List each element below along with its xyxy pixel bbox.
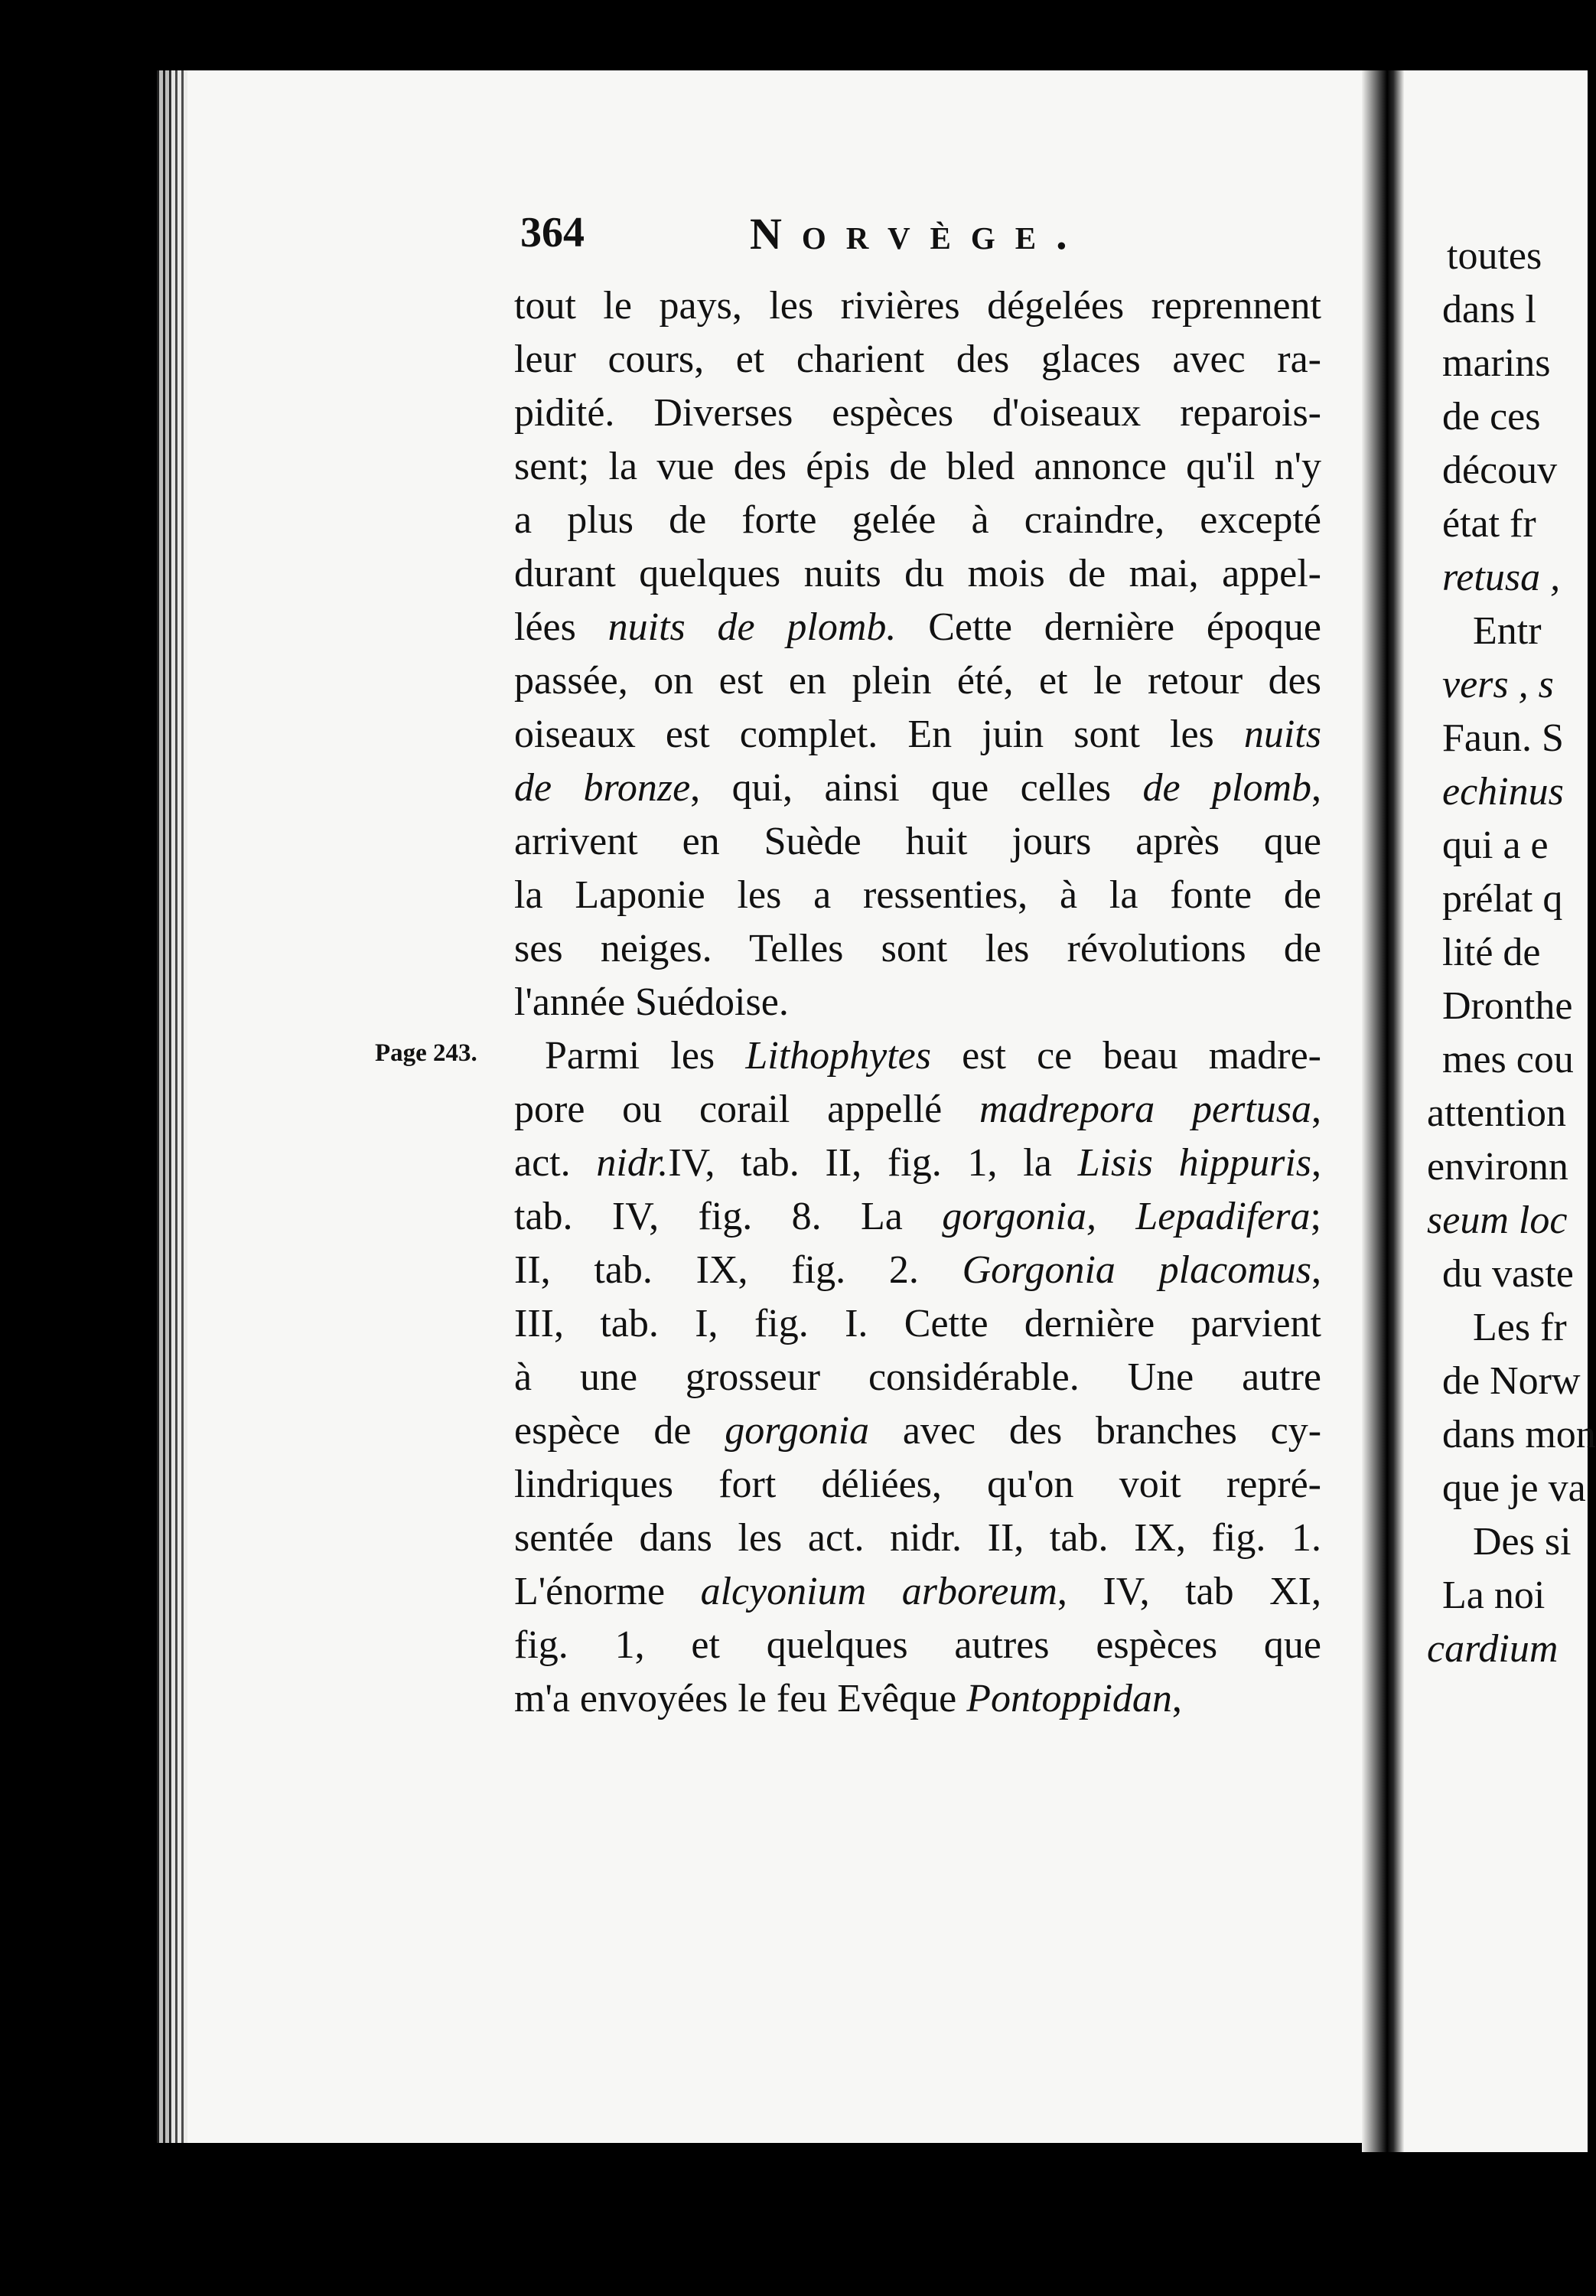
text-segment: sent; la vue des épis de bled annonce qu'il n'y xyxy=(514,445,1321,488)
text-segment: oiseaux est complet. En juin sont les xyxy=(514,713,1244,756)
text-segment: lées xyxy=(514,605,608,649)
text-segment: tab. IV, fig. 8. La xyxy=(514,1195,943,1238)
text-line xyxy=(514,333,1321,386)
right-text-line: toutes xyxy=(1447,234,1542,278)
text-segment: , qui, ainsi que celles xyxy=(690,766,1143,810)
italic-text: de plomb xyxy=(1142,766,1312,810)
text-line xyxy=(514,1137,1321,1190)
right-text-line: La noi xyxy=(1442,1574,1546,1617)
text-segment: IV, tab. II, fig. 1, la xyxy=(668,1141,1078,1185)
text-segment: pidité. Diverses espèces d'oiseaux reparois- xyxy=(514,391,1321,435)
right-page-text xyxy=(1404,230,1596,1676)
text-line xyxy=(514,440,1321,494)
text-segment: , IV, tab XI, xyxy=(1057,1570,1321,1613)
text-segment: la Laponie les a ressenties, à la fonte de xyxy=(514,873,1321,917)
right-text-line: découv xyxy=(1442,448,1558,492)
right-text-line: prélat q xyxy=(1442,877,1563,921)
italic-text: nuits de plomb. xyxy=(607,605,897,649)
text-line xyxy=(514,1297,1321,1351)
italic-text: Pontoppidan xyxy=(966,1677,1172,1720)
right-text-line: Faun. S xyxy=(1442,716,1564,760)
text-segment: III, tab. I, fig. I. Cette dernière parvient xyxy=(514,1302,1321,1345)
running-title: Norvège. xyxy=(750,209,1087,259)
text-segment: L'énorme xyxy=(514,1570,701,1613)
text-segment: espèce de xyxy=(514,1409,725,1453)
right-text-line: du vaste xyxy=(1442,1252,1574,1296)
text-segment: Cette dernière époque xyxy=(896,605,1322,649)
text-segment: est ce beau madre- xyxy=(931,1034,1322,1078)
italic-text: nuits xyxy=(1243,713,1321,756)
text-segment: , xyxy=(1171,1677,1182,1720)
text-line xyxy=(514,1029,1321,1083)
text-line xyxy=(514,547,1321,601)
text-line xyxy=(514,976,1321,1029)
right-text-line: qui a e xyxy=(1442,823,1549,867)
right-text-line: dans l xyxy=(1442,288,1536,331)
right-text-line: état fr xyxy=(1442,502,1536,546)
right-text-line: marins xyxy=(1442,341,1551,385)
text-line xyxy=(514,869,1321,922)
text-segment: , xyxy=(1311,1248,1321,1292)
italic-text: Gorgonia placomus xyxy=(962,1248,1311,1292)
text-line xyxy=(514,1619,1321,1672)
right-text-line: de ces xyxy=(1442,395,1541,439)
text-segment: lindriques fort déliées, qu'on voit repré- xyxy=(514,1463,1321,1506)
text-segment: à une grosseur considérable. Une autre xyxy=(514,1355,1321,1399)
text-line xyxy=(514,1083,1321,1137)
text-line xyxy=(514,1404,1321,1458)
text-line xyxy=(514,762,1321,815)
text-segment: , xyxy=(1311,1088,1321,1131)
text-segment: m'a envoyées le feu Evêque xyxy=(514,1677,967,1720)
text-segment: Parmi les xyxy=(545,1034,746,1078)
book-gutter xyxy=(1362,70,1404,2152)
text-line xyxy=(514,1190,1321,1244)
text-segment: ; xyxy=(1310,1195,1321,1238)
italic-text: de bronze xyxy=(514,766,691,810)
right-text-line: Entr xyxy=(1473,609,1542,653)
right-text-line: dans mon xyxy=(1442,1413,1596,1456)
text-segment: fig. 1, et quelques autres espèces que xyxy=(514,1623,1321,1667)
italic-text: gorgonia, Lepadifera xyxy=(942,1195,1311,1238)
text-segment: ses neiges. Telles sont les révolutions de xyxy=(514,927,1321,970)
text-segment: tout le pays, les rivières dégelées reprennent xyxy=(514,284,1321,328)
right-text-line: cardium xyxy=(1427,1627,1559,1671)
italic-text: madrepora pertusa xyxy=(979,1088,1311,1131)
text-segment: passée, on est en plein été, et le retour des xyxy=(514,659,1321,703)
right-text-line: seum loc xyxy=(1427,1199,1568,1242)
italic-text: nidr. xyxy=(596,1141,669,1185)
page-number: 364 xyxy=(520,209,585,256)
right-text-line: attention xyxy=(1427,1091,1566,1135)
right-text-line: retusa , xyxy=(1442,556,1561,599)
text-segment: act. xyxy=(514,1141,597,1185)
text-line xyxy=(514,1512,1321,1565)
left-page-text xyxy=(514,279,1321,1726)
right-text-line: Les fr xyxy=(1473,1306,1567,1349)
page-header xyxy=(520,208,1324,269)
right-text-line: echinus xyxy=(1442,770,1564,814)
text-line xyxy=(514,494,1321,547)
text-segment: durant quelques nuits du mois de mai, appel- xyxy=(514,552,1321,595)
page-edge xyxy=(157,70,187,2143)
right-text-line: mes cou xyxy=(1442,1038,1574,1081)
text-line xyxy=(514,1565,1321,1619)
right-text-line: vers , s xyxy=(1442,663,1554,706)
text-segment: sentée dans les act. nidr. II, tab. IX, fig. 1. xyxy=(514,1516,1321,1560)
right-text-line: lité de xyxy=(1442,931,1541,974)
text-line xyxy=(514,922,1321,976)
text-segment: pore ou corail appellé xyxy=(514,1088,980,1131)
right-text-line: de Norw xyxy=(1442,1359,1581,1403)
text-segment: II, tab. IX, fig. 2. xyxy=(514,1248,962,1292)
text-line xyxy=(514,601,1321,654)
italic-text: Lithophytes xyxy=(745,1034,931,1078)
text-line xyxy=(514,654,1321,708)
text-segment: avec des branches cy- xyxy=(869,1409,1322,1453)
text-line xyxy=(514,815,1321,869)
text-segment: a plus de forte gelée à craindre, excepté xyxy=(514,498,1321,542)
right-text-line: Dronthe xyxy=(1442,984,1573,1028)
text-line xyxy=(514,1244,1321,1297)
text-line xyxy=(514,708,1321,762)
text-segment: leur cours, et charient des glaces avec ra- xyxy=(514,338,1321,381)
text-segment: , xyxy=(1311,766,1322,810)
italic-text: Lisis hippuris xyxy=(1077,1141,1312,1185)
right-text-line: que je va xyxy=(1442,1466,1586,1510)
text-line xyxy=(514,279,1321,333)
margin-note: Page 243. xyxy=(375,1039,477,1067)
text-segment: arrivent en Suède huit jours après que xyxy=(514,820,1321,863)
text-line xyxy=(514,386,1321,440)
text-segment: l'année Suédoise. xyxy=(514,980,789,1024)
text-line xyxy=(514,1458,1321,1512)
italic-text: gorgonia xyxy=(725,1409,870,1453)
text-line xyxy=(514,1351,1321,1404)
right-text-line: environn xyxy=(1427,1145,1568,1189)
right-text-line: Des si xyxy=(1473,1520,1572,1564)
italic-text: alcyonium arboreum xyxy=(700,1570,1057,1613)
text-segment: , xyxy=(1311,1141,1322,1185)
text-line xyxy=(514,1672,1321,1726)
